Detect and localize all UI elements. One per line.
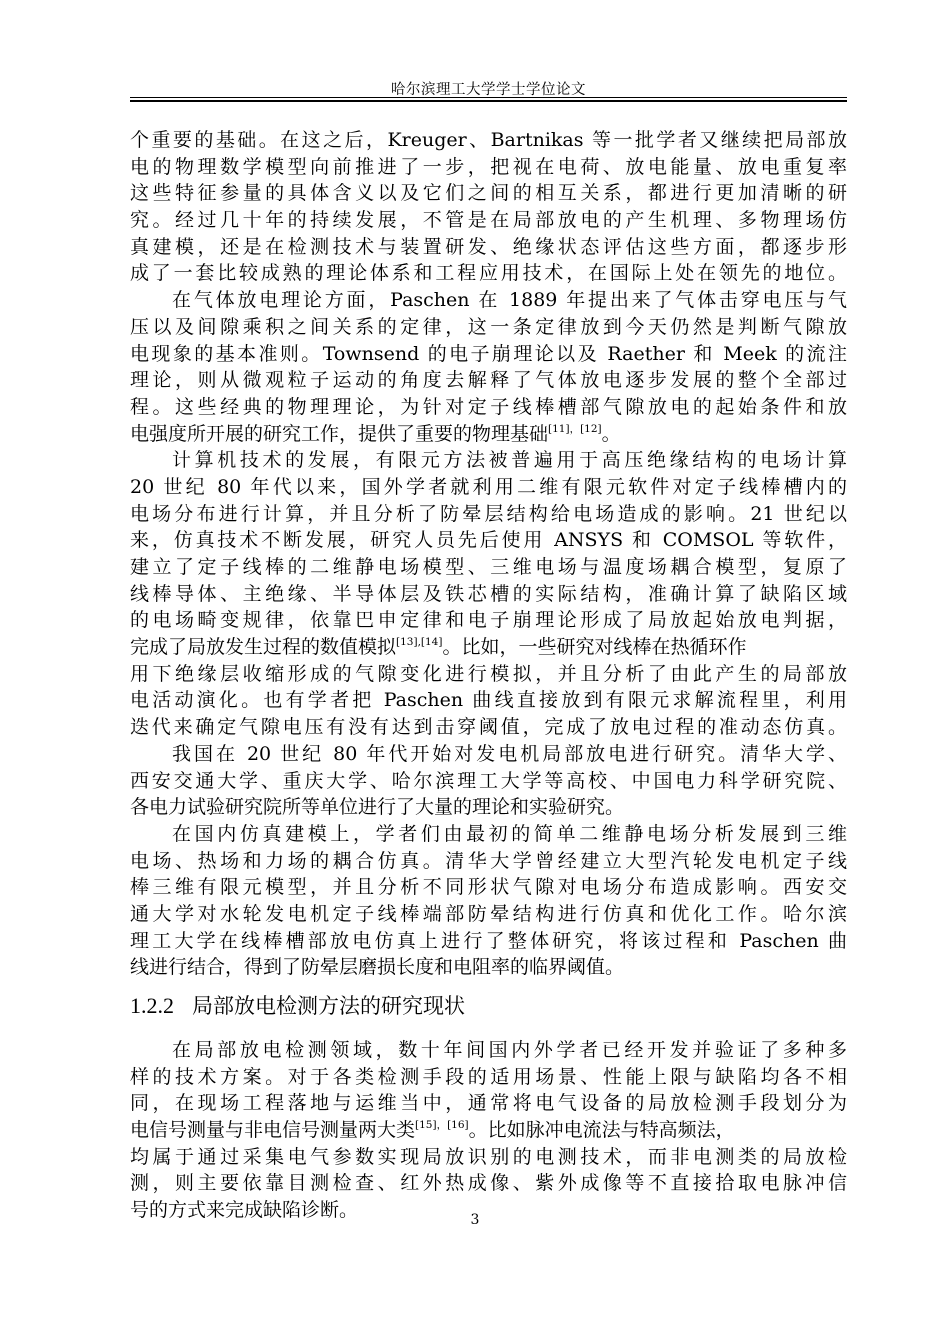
text-line: 电现象的基本准则。Townsend 的电子崩理论以及 Raether 和 Meek 的流注 <box>130 342 847 365</box>
text-line: 究。经过几十年的持续发展，不管是在局部放电的产生机理、多物理场仿 <box>130 209 847 232</box>
text-line: 测，则主要依靠目测检查、红外热成像、紫外成像等不直接拾取电脉冲信 <box>130 1172 847 1195</box>
text-line: 我国在 20 世纪 80 年代开始对发电机局部放电进行研究。清华大学、 <box>172 742 847 765</box>
text-line: 计算机技术的发展，有限元方法被普遍用于高压绝缘结构的电场计算 <box>172 449 847 472</box>
page-number: 3 <box>470 1212 480 1228</box>
paragraph <box>130 447 847 741</box>
text-line: 号的方式来完成缺陷诊断。 <box>130 1199 359 1222</box>
citation: [15]，[16] <box>415 1119 469 1132</box>
text-line: 电场、热场和力场的耦合仿真。清华大学曾经建立大型汽轮发电机定子线 <box>130 849 847 872</box>
text-line: 理论，则从微观粒子运动的角度去解释了气体放电逐步发展的整个全部过 <box>130 369 847 392</box>
text-line <box>130 634 847 661</box>
text-line: 西安交通大学、重庆大学、哈尔滨理工大学等高校、中国电力科学研究院、 <box>130 769 847 792</box>
text-line: 的电场畸变规律，依靠巴申定律和电子崩理论形成了局放起始放电判据， <box>130 609 847 632</box>
body-text <box>130 127 847 1224</box>
line-text: 完成了局放发生过程的数值模拟 <box>130 636 397 659</box>
header-title: 哈尔滨理工大学学士学位论文 <box>391 82 586 98</box>
text-line: 建立了定子线棒的二维静电场模型、三维电场与温度场耦合模型，复原了 <box>130 556 847 578</box>
text-line: 迭代来确定气隙电压有没有达到击穿阈值，完成了放电过程的准动态仿真。 <box>130 716 847 739</box>
text-line: 在国内仿真建模上，学者们由最初的简单二维静电场分析发展到三维 <box>172 822 847 845</box>
line-text: 。 <box>601 422 621 445</box>
text-line: 棒三维有限元模型，并且分析不同形状气隙对电场分布造成影响。西安交 <box>130 876 847 899</box>
text-line: 程。这些经典的物理理论，为针对定子线棒槽部气隙放电的起始条件和放 <box>130 395 847 418</box>
text-line: 这些特征参量的具体含义以及它们之间的相互关系，都进行更加清晰的研 <box>130 182 847 205</box>
text-line: 通大学对水轮发电机定子线棒端部防晕结构进行仿真和优化工作。哈尔滨 <box>130 902 847 925</box>
header-rule-thin <box>130 97 847 98</box>
line-text: 。比如脉冲电流法与特高频法， <box>468 1119 735 1142</box>
paragraph <box>130 1037 847 1224</box>
text-line: 真建模，还是在检测技术与装置研发、绝缘状态评估这些方面，都逐步形 <box>130 235 847 258</box>
text-line: 理工大学在线棒槽部放电仿真上进行了整体研究，将该过程和 Paschen 曲 <box>130 929 847 952</box>
text-line: 线棒导体、主绝缘、半导体层及铁芯槽的实际结构，准确计算了缺陷区域 <box>130 582 847 605</box>
line-text: 。比如，一些研究对线棒在热循环作 <box>442 636 747 659</box>
line-text: 电信号测量与非电信号测量两大类 <box>130 1119 416 1142</box>
section-number: 1.2.2 <box>130 993 174 1018</box>
paragraph <box>130 127 847 287</box>
text-line: 同，在现场工程落地与运维当中，通常将电气设备的局放检测手段划分为 <box>130 1092 847 1115</box>
text-line: 成了一套比较成熟的理论体系和工程应用技术，在国际上处在领先的地位。 <box>130 262 847 285</box>
line-text: 电强度所开展的研究工作，提供了重要的物理基础 <box>130 422 549 445</box>
text-line: 各电力试验研究院所等单位进行了大量的理论和实验研究。 <box>130 796 625 819</box>
text-line: 电场分布进行计算，并且分析了防晕层结构给电场造成的影响。21 世纪以 <box>130 502 847 525</box>
text-line <box>130 421 847 448</box>
text-line: 个重要的基础。在这之后，Kreuger、Bartnikas 等一批学者又继续把局部放 <box>130 129 847 151</box>
text-line <box>130 1117 847 1144</box>
text-line: 20 世纪 80 年代以来，国外学者就利用二维有限元软件对定子线棒槽内的 <box>130 475 847 498</box>
text-line: 来，仿真技术不断发展，研究人员先后使用 ANSYS 和 COMSOL 等软件， <box>130 529 847 552</box>
text-line: 在气体放电理论方面，Paschen 在 1889 年提出来了气体击穿电压与气 <box>172 289 847 312</box>
section-title: 局部放电检测方法的研究现状 <box>192 994 465 1018</box>
text-line: 用下绝缘层收缩形成的气隙变化进行模拟，并且分析了由此产生的局部放 <box>130 662 847 685</box>
paragraph <box>130 287 847 447</box>
text-line: 压以及间隙乘积之间关系的定律，这一条定律放到今天仍然是判断气隙放 <box>130 315 847 338</box>
paragraph <box>130 741 847 821</box>
text-line: 在局部放电检测领域，数十年间国内外学者已经开发并验证了多种多 <box>172 1039 847 1061</box>
paragraph <box>130 821 847 981</box>
text-line: 电的物理数学模型向前推进了一步，把视在电荷、放电能量、放电重复率 <box>130 155 847 178</box>
header-rule-thick <box>130 100 847 102</box>
section-heading <box>130 983 847 1029</box>
text-line: 线进行结合，得到了防晕层磨损长度和电阻率的临界阈值。 <box>130 956 625 979</box>
text-line: 均属于通过采集电气参数实现局放识别的电测技术，而非电测类的局放检 <box>130 1145 847 1168</box>
citation: [11]，[12] <box>548 422 602 435</box>
text-line: 电活动演化。也有学者把 Paschen 曲线直接放到有限元求解流程里，利用 <box>130 689 847 712</box>
text-line: 样的技术方案。对于各类检测手段的适用场景、性能上限与缺陷均各不相 <box>130 1065 847 1088</box>
citation: [13],[14] <box>396 636 443 649</box>
